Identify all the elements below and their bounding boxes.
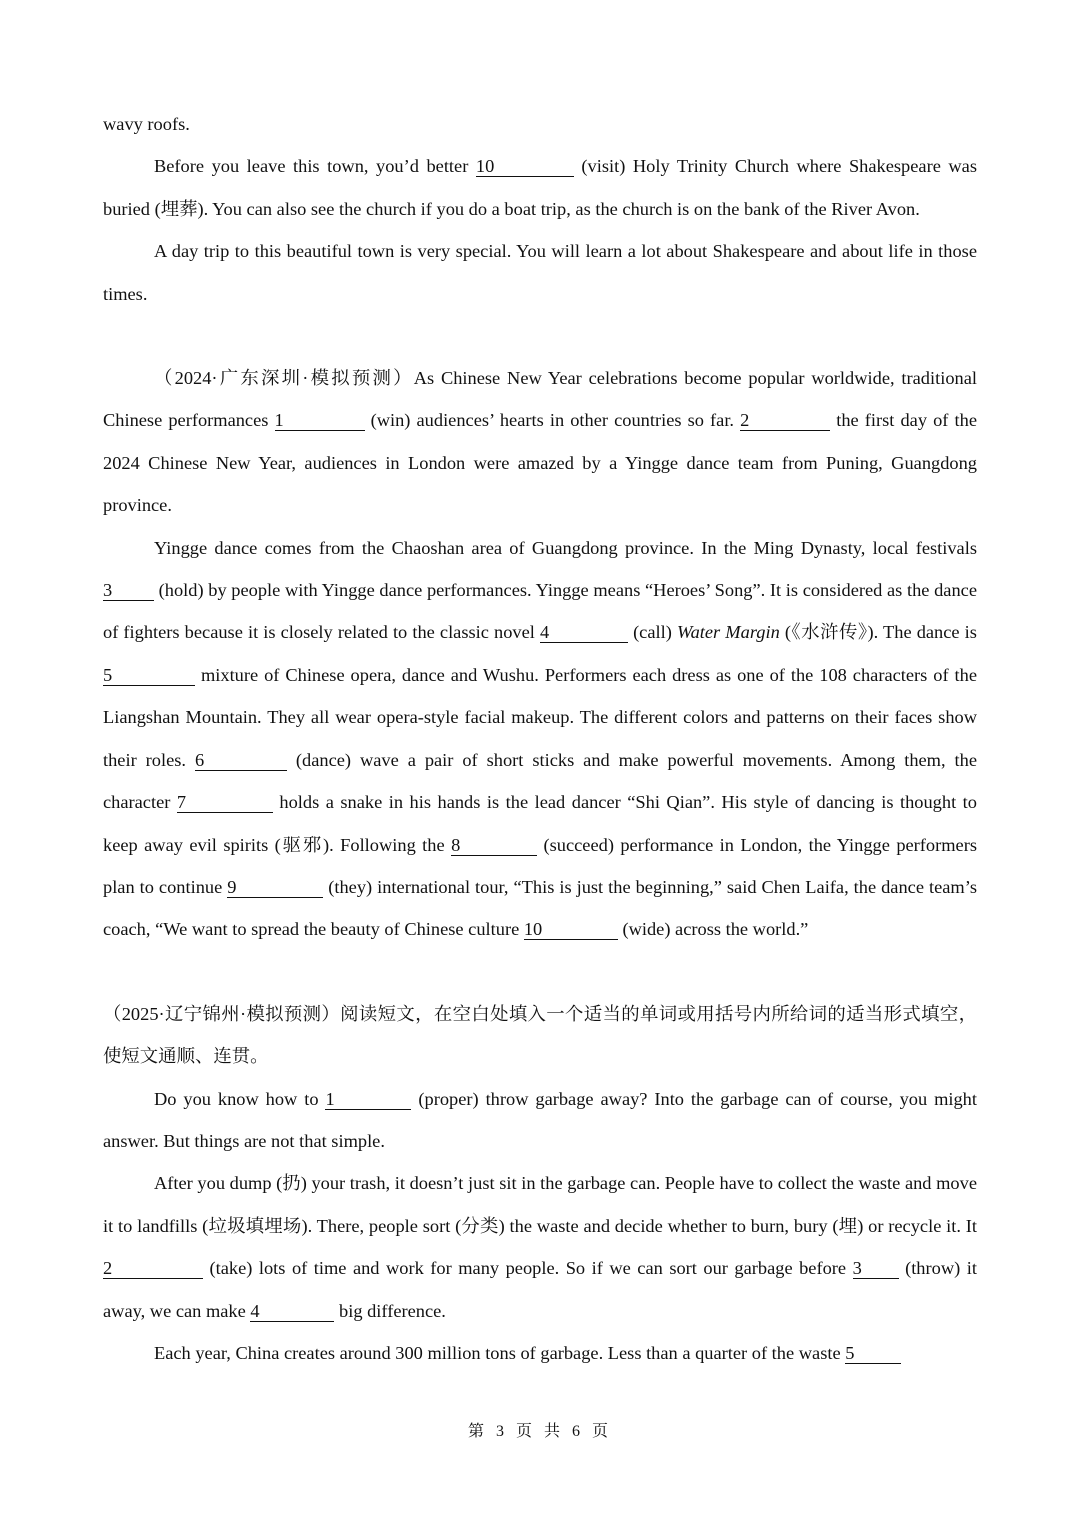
text-fragment: Before you leave this town, you’d better bbox=[154, 156, 469, 177]
text-fragment: the first day of the 2024 Chinese New Year, audiences in London were amazed by a Yingge dance team from Puning, Guangdong province. bbox=[103, 410, 977, 516]
text-fragment: (call) bbox=[633, 622, 672, 643]
text-fragment: (visit) Holy Trinity Church where Shakespeare was buried (埋葬). You can also see the church if you do a boat trip, as the church is on the bank of the River Avon. bbox=[103, 156, 977, 219]
text-fragment: (win) audiences’ hearts in other countries so far. bbox=[370, 410, 735, 431]
novel-title: Water Margin bbox=[676, 622, 780, 643]
answer-blank[interactable]: 3 bbox=[103, 580, 154, 601]
text-fragment: （2025·辽宁锦州·模拟预测）阅读短文，在空白处填入一个适当的单词或用括号内所给词的适当形式填空，使短文通顺、连贯。 bbox=[103, 1003, 977, 1067]
answer-blank[interactable]: 8 bbox=[451, 835, 537, 856]
text-fragment: mixture of Chinese opera, dance and Wushu. Performers each dress as one of the 108 characters of the Liangshan Mountain. They all wear opera-style facial makeup. The different colors and patterns on their faces show their roles. bbox=[103, 664, 977, 770]
answer-blank[interactable]: 4 bbox=[540, 622, 628, 643]
answer-blank[interactable]: 9 bbox=[227, 877, 323, 898]
text-fragment: big difference. bbox=[339, 1300, 446, 1321]
text-fragment: (succeed) performance in London, the Yingge performers plan to continue bbox=[103, 834, 978, 897]
text-fragment: (dance) wave a pair of short sticks and make powerful movements. Among them, the character bbox=[103, 749, 977, 813]
text-fragment: (proper) throw garbage away? Into the garbage can of course, you might answer. But things are not that simple. bbox=[103, 1088, 977, 1151]
answer-blank[interactable]: 10 bbox=[476, 156, 574, 177]
answer-blank[interactable]: 5 bbox=[103, 665, 195, 686]
text-fragment: Each year, China creates around 300 million tons of garbage. Less than a quarter of the waste bbox=[154, 1342, 841, 1363]
text-fragment: (《水浒传》). The dance is bbox=[784, 622, 977, 643]
text-fragment: (they) international tour, “This is just the beginning,” said Chen Laifa, the dance team’s coach, “We want to spread the beauty of Chinese culture bbox=[103, 876, 977, 940]
paragraph bbox=[103, 230, 977, 315]
answer-blank[interactable]: 4 bbox=[250, 1301, 334, 1322]
paragraph bbox=[103, 357, 977, 527]
answer-blank[interactable]: 2 bbox=[740, 410, 830, 431]
text-fragment: As Chinese New Year celebrations become popular worldwide, traditional Chinese performances bbox=[103, 368, 977, 431]
text-line bbox=[103, 103, 977, 145]
document-page bbox=[103, 103, 977, 1374]
spacer bbox=[103, 951, 977, 993]
paragraph bbox=[103, 1162, 977, 1332]
text-fragment: holds a snake in his hands is the lead dancer “Shi Qian”. His style of dancing is thought to keep away evil spirits (驱邪). Following the bbox=[103, 792, 977, 855]
answer-blank[interactable]: 1 bbox=[325, 1089, 411, 1110]
spacer bbox=[103, 315, 977, 357]
text-fragment: A day trip to this beautiful town is very special. You will learn a lot about Shakespeare and about life in those times. bbox=[103, 241, 977, 304]
text-fragment: (hold) by people with Yingge dance performances. Yingge means “Heroes’ Song”. It is considered as the dance of fighters because it is closely related to the classic novel bbox=[103, 580, 977, 643]
answer-blank[interactable]: 1 bbox=[275, 410, 365, 431]
answer-blank[interactable]: 7 bbox=[177, 792, 273, 813]
page-footer: 第 3 页 共 6 页 bbox=[467, 1423, 612, 1440]
answer-blank[interactable]: 3 bbox=[853, 1258, 899, 1279]
text-fragment: (take) lots of time and work for many people. So if we can sort our garbage before bbox=[209, 1258, 847, 1279]
answer-blank[interactable]: 5 bbox=[845, 1343, 901, 1364]
text-fragment: Do you know how to bbox=[154, 1088, 319, 1109]
text-fragment: (throw) it away, we can make bbox=[103, 1258, 977, 1321]
answer-blank[interactable]: 6 bbox=[195, 750, 287, 771]
text-fragment: After you dump (扔) your trash, it doesn’t just sit in the garbage can. People have to collect the waste and move it to landfills (垃圾填埋场). There, people sort (分类) the waste and decide whether to burn, bury (埋) or recycle it. It bbox=[103, 1173, 977, 1236]
text-fragment: Yingge dance comes from the Chaoshan area of Guangdong province. In the Ming Dynasty, local festivals bbox=[154, 537, 977, 558]
paragraph bbox=[103, 145, 977, 230]
paragraph bbox=[103, 527, 977, 951]
instructions bbox=[103, 993, 977, 1078]
text-fragment: (wide) across the world.” bbox=[622, 919, 809, 940]
source-label: （2024·广东深圳·模拟预测） bbox=[154, 368, 414, 389]
answer-blank[interactable]: 10 bbox=[524, 919, 618, 940]
paragraph bbox=[103, 1078, 977, 1163]
answer-blank[interactable]: 2 bbox=[103, 1258, 203, 1279]
paragraph bbox=[103, 1332, 977, 1374]
text-fragment: wavy roofs. bbox=[103, 114, 190, 134]
